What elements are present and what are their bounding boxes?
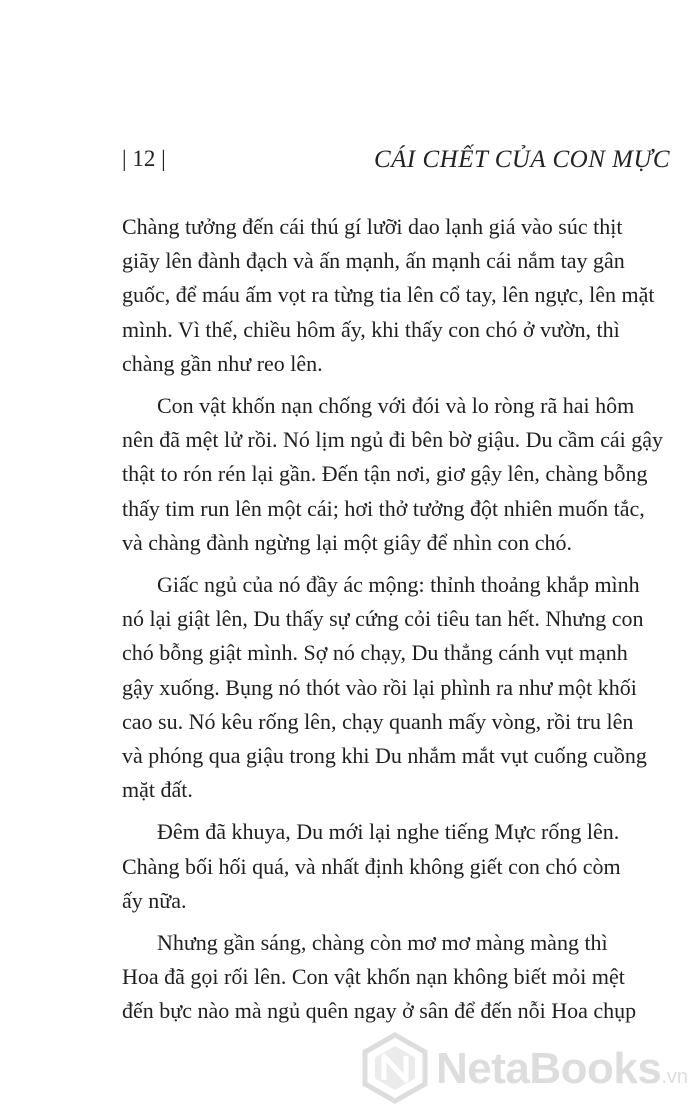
netabooks-watermark [362, 1028, 692, 1108]
text-line: nên đã mệt lử rồi. Nó lịm ngủ đi bên bờ giậu. Du cầm cái gậy [122, 427, 664, 453]
paragraph-5 [122, 926, 677, 1029]
text-line: và chàng đành ngừng lại một giây để nhìn con chó. [122, 529, 572, 555]
text-line: Hoa đã gọi rối lên. Con vật khốn nạn không biết mỏi mệt [122, 964, 625, 990]
text-line: Nhưng gần sáng, chàng còn mơ mơ màng màng thì [157, 930, 608, 956]
text-line: và phóng qua giậu trong khi Du nhắm mắt vụt cuống cuồng [122, 743, 647, 769]
text-line: guốc, để máu ấm vọt ra từng tia lên cổ tay, lên ngực, lên mặt [122, 282, 655, 308]
text-line: nó lại giật lên, Du thấy sự cứng cỏi tiêu tan hết. Nhưng con [122, 606, 644, 632]
text-line: mình. Vì thế, chiều hôm ấy, khi thấy con chó ở vườn, thì [122, 316, 620, 342]
watermark-brand: NetaBooks [436, 1044, 662, 1093]
paragraph-3 [122, 568, 677, 807]
page-number: | 12 | [122, 146, 166, 171]
text-line: Giấc ngủ của nó đầy ác mộng: thỉnh thoảng khắp mình [157, 572, 640, 598]
text-line: Chàng bối hối quá, và nhất định không giết con chó còm [122, 853, 621, 879]
netabooks-logo-icon [362, 1032, 428, 1104]
text-line: giãy lên đành đạch và ấn mạnh, ấn mạnh cái nắm tay gân [122, 248, 625, 274]
text-line: chàng gần như reo lên. [122, 350, 323, 376]
text-line: thật to rón rén lại gần. Đến tận nơi, giơ gậy lên, chàng bỗng [122, 461, 648, 487]
watermark-suffix: .vn [661, 1066, 689, 1088]
text-line: đến bực nào mà ngủ quên ngay ở sân để đến nỗi Hoa chụp [122, 998, 637, 1024]
body-text [122, 210, 677, 1037]
text-line: gậy xuống. Bụng nó thót vào rồi lại phình ra như một khối [122, 674, 637, 700]
text-line: Con vật khốn nạn chống với đói và lo ròng rã hai hôm [157, 393, 635, 419]
text-line: cao su. Nó kêu rống lên, chạy quanh mấy vòng, rồi tru lên [122, 708, 634, 734]
page-header [122, 146, 670, 180]
text-line: Chàng tưởng đến cái thú gí lưỡi dao lạnh giá vào súc thịt [122, 214, 623, 239]
running-title: CÁI CHẾT CỦA CON MỰC [373, 146, 670, 173]
paragraph-4 [122, 815, 677, 918]
text-line: chó bỗng giật mình. Sợ nó chạy, Du thẳng cánh vụt mạnh [122, 640, 628, 666]
text-line: ấy nữa. [122, 887, 187, 913]
text-line: Đêm đã khuya, Du mới lại nghe tiếng Mực rống lên. [157, 819, 620, 845]
text-line: mặt đất. [122, 777, 193, 803]
paragraph-1 [122, 210, 677, 381]
paragraph-2 [122, 389, 677, 560]
watermark-text [436, 1044, 688, 1094]
text-line: thấy tim run lên một cái; hơi thở tưởng đột nhiên muốn tắc, [122, 495, 645, 521]
